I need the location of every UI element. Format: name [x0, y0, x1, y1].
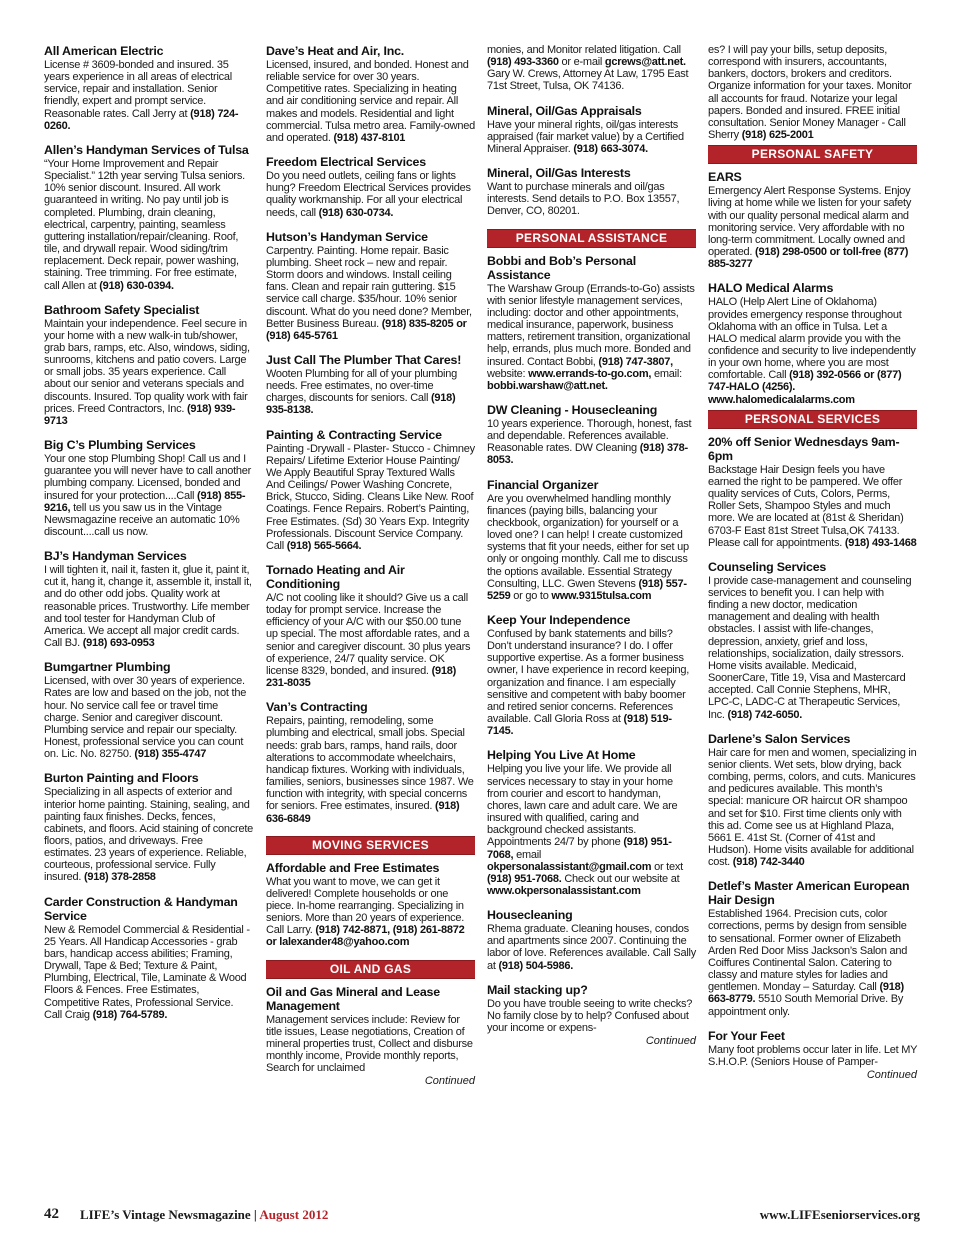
- listing-title: Helping You Live At Home: [487, 748, 636, 763]
- page-footer: [44, 1206, 920, 1226]
- column-2: [266, 44, 475, 1087]
- listing-allens-handyman: [44, 143, 253, 292]
- listing-phone: (918) 951-7068.: [487, 872, 562, 885]
- continued-label: Continued: [645, 1035, 696, 1048]
- listing-phone: (918) 747-3807,: [598, 355, 673, 368]
- listing-website[interactable]: www.okpersonalassistant.com: [487, 884, 641, 897]
- listing-title: Financial Organizer: [487, 477, 599, 492]
- listing-keep-your-independence: [487, 613, 696, 737]
- listing-title: Oil and Gas Mineral and Lease Management: [266, 984, 440, 1013]
- listing-bobbi-and-bob: [487, 254, 696, 392]
- listing-mineral-interests: [487, 166, 696, 217]
- listing-mineral-appraisals: [487, 104, 696, 155]
- listing-mail-stacking-up: [487, 983, 696, 1047]
- listing-phone: (918) 392-0566 or (877) 747-HALO (4256). www.halomedicalalarms.com: [708, 369, 902, 406]
- listing-oil-gas-management-cont: [487, 44, 696, 93]
- page-number: 42: [44, 1206, 59, 1222]
- listing-phone: (918) 231-8035: [266, 664, 456, 690]
- listing-text: Your one stop Plumbing Shop! Call us and I guarantee you will never have to call another plumbing company. Licensed, bonded and insured for your protection....Call: [44, 453, 252, 502]
- website-link[interactable]: www.LIFEseniorservices.org: [759, 1207, 920, 1222]
- section-header-personal-services: PERSONAL SERVICES: [708, 410, 917, 429]
- listing-phone: (918) 663-3074.: [573, 142, 648, 155]
- listing-phone: (918) 625-2001: [741, 129, 814, 142]
- listing-phone: (918) 742-3440: [732, 856, 805, 869]
- listing-title: Mail stacking up?: [487, 982, 588, 997]
- listing-text: License # 3609-bonded and insured. 35 years experience in all areas of electrical service, repair and installation. Senior friendly, expert and prompt service. Reasonable rates. Call Jerry at: [44, 59, 232, 120]
- listing-text: “Your Home Improvement and Repair Specialist.” 12th year serving Tulsa seniors. 10% senior discount. Insured. All work guaranteed in writing. No pay until job is completed. Plumbing, drain cleaning, electrical, carpentry, painting, seamless guttering installation/repair/cleaning. Roof, tile, and drywall repair. Wood siding/trim replacement. Deck repair, power washing, staining. Tree trimming. For free estimate, call Allen at: [44, 157, 245, 292]
- listing-text: es? I will pay your bills, setup deposits, correspond with insurers, accountants, bankers, doctors, brokers and creditors. Organize information for your taxes. Monitor all accounts for fraud. Notarize your legal papers. Bonded and insured. FREE initial consultation. Senior Money Manager - Call Sherry: [708, 44, 912, 142]
- listing-email[interactable]: bobbi.warshaw@att.net.: [487, 379, 608, 392]
- magazine-title: [80, 1207, 328, 1223]
- listing-text: Established 1964. Precision cuts, color corrections, perms by design from sensible to sensational. Former owner of Elizabeth Arden Red Door Miss Jackson’s Salon and Coiffures Continental Salon. Catering to classy and mature styles for ladies and gentlemen. Monday – Saturday. Call: [708, 908, 908, 994]
- listing-title: Van’s Contracting: [266, 700, 368, 715]
- listing-phone: (918) 565-5664.: [286, 539, 362, 552]
- listing-text: HALO (Help Alert Line of Oklahoma) provides emergency response throughout Oklahoma with an office in Tulsa. Let a HALO medical alarm provide you with the confidence and security to live independently in your own home, where you are most comfortable. Call: [708, 296, 916, 382]
- listing-title: Tornado Heating and Air Conditioning: [266, 563, 405, 591]
- listing-text: Licensed, insured, and bonded. Honest and reliable service for over 30 years. Competitive rates. Specializing in heating and air conditioning service and repair. All makes and models. Residential and light commercial. Tulsa metro area. Family-owned and operated.: [266, 59, 475, 144]
- listing-phone: (918) 355-4747: [134, 748, 207, 761]
- listing-phone: (918) 504-5986.: [498, 959, 574, 972]
- listing-darlenes-salon: [708, 732, 917, 869]
- magazine-name: LIFE’s Vintage Newsmagazine |: [80, 1207, 260, 1222]
- listing-text: Have your mineral rights, oil/gas interests appraised (fair market value) by a Certified Mineral Appraiser.: [487, 118, 684, 155]
- listing-painting-contracting: [266, 428, 475, 552]
- column-4: [708, 44, 917, 1081]
- listing-phone: (918) 557-5259: [487, 577, 687, 602]
- section-header-personal-safety: PERSONAL SAFETY: [708, 145, 917, 164]
- listing-phone: (918) 298-0500 or toll-free (877) 885-3277: [708, 246, 909, 271]
- section-header-moving-services: MOVING SERVICES: [266, 836, 475, 855]
- listing-for-your-feet: [708, 1029, 917, 1081]
- listing-big-cs-plumbing: [44, 438, 253, 538]
- listing-freedom-electrical: [266, 155, 475, 219]
- listing-text: Specializing in all aspects of exterior and interior home painting. Staining, sealing, and painting faux finishes. Decks, fences, cabinets, and floors. Acid staining of concrete floors, patios, and driveways. Free estimates. 23 years of experience. Reliable, courteous, professional service. Fully insured.: [44, 786, 253, 884]
- listing-title: Hutson’s Handyman Service: [266, 229, 428, 244]
- listing-phone: (918) 835-8205 or (918) 645-5761: [266, 317, 467, 342]
- listing-text: Hair care for men and women, specializing in senior clients. Wet sets, blow drying, back combing, perms, colors, and cuts. Manicures and pedicures available. This month’s special: manicure OR haircut OR shampoo and set for $10. First time clients only with this ad. Come see us at Highland Plaza, 5661 E. 41st St. (Corner of 41st and Hudson). Home visits available for additional cost.: [708, 746, 917, 869]
- listing-text: or e-mail: [561, 56, 603, 69]
- listing-ears: [708, 170, 917, 270]
- listing-title: For Your Feet: [708, 1028, 785, 1043]
- listing-phone: (918) 378-2858: [83, 871, 156, 884]
- listing-backstage-hair-design: [708, 435, 917, 549]
- listing-text: email:: [654, 367, 682, 380]
- listing-phone: (918) 724-0260.: [44, 107, 239, 132]
- listing-text: Repairs, painting, remodeling, some plumbing and electrical, small jobs. Special needs: grab bars, ramps, hand rails, door alterations to accommodate wheelchairs, handicap fixtures. Working with individuals, families, seniors, businesses since 1987. We function with integrity, with special concerns for seniors. Free estimates, insured.: [266, 715, 474, 813]
- listing-title: DW Cleaning - Housecleaning: [487, 402, 658, 417]
- listing-detlefs-hair-design: [708, 879, 917, 1017]
- listing-phone: (918) 636-6849: [266, 800, 460, 825]
- listing-housecleaning: [487, 908, 696, 972]
- listing-wooten-plumbing: [266, 353, 475, 417]
- listing-text: Are you overwhelmed handling monthly finances (paying bills, balancing your checkbook, organization) for yourself or a loved one? I can help! I create customized systems that fit your needs, either for set up only or ongoing monthly. Call me to discuss the options available. Essential Strategy Consulting, LLC. Gwen Stevens: [487, 492, 689, 590]
- listing-text: Carpentry. Painting. Home repair. Basic plumbing. Sheet rock – new and repair. Storm doors and windows. Install ceiling fans. Clean and repair rain guttering. $15 service call charge. $35/hour. 10% senior discount. What do you need done? Member, Better Business Bureau.: [266, 244, 472, 330]
- listing-bathroom-safety: [44, 303, 253, 427]
- listing-phone: (918) 855-9216,: [44, 489, 246, 514]
- listing-text: tell us you saw us in the Vintage Newsmagazine receive an automatic 10% discount....call us now.: [44, 501, 240, 538]
- listing-title: All American Electric: [44, 44, 164, 58]
- section-header-personal-assistance: PERSONAL ASSISTANCE: [487, 229, 696, 248]
- continued-label: Continued: [424, 1075, 475, 1088]
- listing-text: I provide case-management and counseling services to benefit you. I can help with finding a new doctor, medication management and dealing with health obstacles. I assist with life-changes, depression, anxiety, grief and loss, relationships, socialization, daily stressors. Home visits available. Medicaid, SoonerCare, Title 19, Visa and Mastercard accepted. Call Connie Stephens, MHR, LPC-C, LADC-C at Therapeutic Services, Inc.: [708, 574, 912, 721]
- listing-title: Bumgartner Plumbing: [44, 660, 171, 675]
- listing-burton-painting: [44, 771, 253, 883]
- listing-text: Emergency Alert Response Systems. Enjoy living at home while we listen for your safety with our quality personal medical alarm and monitoring service. Very affordable with no long-term commitment. Locally owned and operated.: [708, 185, 912, 259]
- listing-title: Burton Painting and Floors: [44, 771, 199, 786]
- listing-phone: (918) 519-7145.: [487, 713, 672, 738]
- listing-phone: (918) 437-8101: [333, 131, 406, 144]
- listing-text: Painting -Drywall - Plaster- Stucco - Chimney Repairs/ Lifetime Exterior House Painting/ We Apply Beautiful Spray Textured Walls And Ceilings/ Power Washing Concrete, Brick, Stucco, Siding. Cleans Like New. Roof Coatings. Fence Repairs. Robert’s Painting, Free Estimates. (Sd) 30 Years Exp. Integrity Professionals. Discount Service Company. Call: [266, 442, 475, 552]
- listing-text: monies, and Monitor related litigation. Call: [487, 44, 681, 56]
- column-3: [487, 44, 696, 1047]
- listing-tornado-heating: [266, 563, 475, 689]
- listing-oil-gas-management: [266, 985, 475, 1088]
- listing-phone: (918) 693-0953: [82, 637, 155, 650]
- directory-page: [44, 44, 920, 1194]
- continued-label: Continued: [866, 1069, 917, 1081]
- listing-phone: (918) 663-8779.: [708, 981, 904, 1006]
- listing-phone: (918) 951-7068,: [487, 836, 672, 861]
- listing-text: Want to purchase minerals and oil/gas interests. Send details to P.O. Box 13557, Denver, CO, 80201.: [487, 181, 680, 218]
- listing-text: or go to: [513, 589, 549, 602]
- listing-phone: (918) 742-6050.: [727, 708, 803, 721]
- listing-bumgartner-plumbing: [44, 660, 253, 760]
- listing-text: website:: [487, 367, 526, 380]
- listing-text: email: [516, 848, 542, 861]
- listing-financial-organizer: [487, 478, 696, 602]
- listing-text: Wooten Plumbing for all of your plumbing needs. Free estimates, no over-time charges, discounts for seniors. Call: [266, 367, 457, 405]
- listing-text: or text: [654, 860, 683, 873]
- listing-text: What you want to move, we can get it delivered! Complete households or one piece. In-home rearranging. Specializing in seniors. More than 20 years of experience. Call Larry.: [266, 875, 465, 937]
- listing-phone: (918) 764-5789.: [92, 1008, 168, 1021]
- listing-title: Freedom Electrical Services: [266, 155, 426, 170]
- listing-title: EARS: [708, 170, 742, 185]
- listing-daves-heat-air: [266, 44, 475, 144]
- listing-vans-contracting: [266, 700, 475, 824]
- listing-title: Counseling Services: [708, 559, 827, 574]
- listing-phone: (918) 742-8871, (918) 261-8872 or lalexander48@yahoo.com: [266, 924, 465, 949]
- listing-text: New & Remodel Commercial & Residential - 25 Years. All Handicap Accessories - grab bars, handicap access abilities; Framing, Drywall, Tape & Bed; Texture & Paint, Plumbing, Electrical, Tile, Laminate & Wood Floors & Fences. Free Estimates, Competitive Rates, Professional Service. Call Craig: [44, 923, 250, 1021]
- listing-title: Just Call The Plumber That Cares!: [266, 352, 462, 367]
- listing-mail-stacking-up-cont: [708, 44, 917, 141]
- listing-halo-medical-alarms: [708, 281, 917, 405]
- listing-title: Bobbi and Bob’s Personal Assistance: [487, 253, 636, 282]
- listing-title: BJ’s Handyman Services: [44, 549, 187, 564]
- listing-text: I will tighten it, nail it, fasten it, glue it, paint it, cut it, hang it, change it, assemble it, install it, and do other odd jobs. Quality work at reasonable prices. Trustworthy. Life member and tool tester for Handyman Club of America. We accept all major credit cards. Call BJ.: [44, 564, 252, 650]
- listing-text: A/C not cooling like it should? Give us a call today for prompt service. Increase the efficiency of your A/C with our $50.00 tune up special. The most affordable rates, and a senior and caregiver discount. 30 plus years of experience, 24/7 quality service. OK license 8329, bonded, and insured.: [266, 592, 471, 677]
- section-header-oil-and-gas: OIL AND GAS: [266, 960, 475, 979]
- listing-title: Big C’s Plumbing Services: [44, 438, 196, 453]
- listing-text: Do you have trouble seeing to write checks? No family close by to help? Confused about your income or expens-: [487, 997, 693, 1035]
- listing-hutsons-handyman: [266, 230, 475, 342]
- listing-counseling-services: [708, 560, 917, 721]
- listing-title: Dave’s Heat and Air, Inc.: [266, 44, 405, 58]
- listing-text: Do you need outlets, ceiling fans or lights hung? Freedom Electrical Services provides quality workmanship. For all your electrical needs, call: [266, 170, 471, 219]
- listing-dw-cleaning: [487, 403, 696, 467]
- listing-title: Detlef’s Master American European Hair Design: [708, 879, 910, 908]
- listing-title: Bathroom Safety Specialist: [44, 302, 200, 317]
- listing-all-american-electric: [44, 44, 253, 132]
- listing-text: The Warshaw Group (Errands-to-Go) assists with senior lifestyle management services, including: doctor and other appointments, medical insurance, paperwork, business matters, retirement transition, organizational help, errands, plus much more. Bonded and insured. Contact Bobbi,: [487, 282, 695, 368]
- listing-phone: (918) 939-9713: [44, 402, 236, 427]
- listing-text: Many foot problems occur later in life. Let MY S.H.O.P. (Seniors House of Pamper-: [708, 1043, 918, 1068]
- listing-text: 5510 South Memorial Drive. By appointment only.: [708, 993, 904, 1018]
- issue-date: August 2012: [259, 1207, 329, 1222]
- listing-title: Allen’s Handyman Services of Tulsa: [44, 142, 249, 157]
- listing-phone: (918) 935-8138.: [266, 392, 456, 417]
- listing-website[interactable]: www.9315tulsa.com: [551, 589, 652, 602]
- listing-phone: (918) 630-0734.: [318, 206, 394, 219]
- listing-title: Affordable and Free Estimates: [266, 860, 440, 875]
- listing-title: Carder Construction & Handyman Service: [44, 894, 238, 923]
- listing-phone: (918) 493-1468: [844, 536, 917, 549]
- listing-helping-you-live-at-home: [487, 748, 696, 897]
- listing-title: Mineral, Oil/Gas Interests: [487, 166, 631, 181]
- listing-title: Keep Your Independence: [487, 613, 631, 627]
- listing-bjs-handyman: [44, 549, 253, 649]
- listing-title: Mineral, Oil/Gas Appraisals: [487, 103, 642, 118]
- listing-text: Backstage Hair Design feels you have earned the right to be pampered. We offer quality services of Cuts, Colors, Perms, Roller Sets, Shampoo Styles and much more. We are located at (81st & Sheridan) 6703-F East 81st Street Tulsa,OK 74133. Please call for appointments.: [708, 463, 904, 549]
- column-1: [44, 44, 253, 1032]
- listing-website[interactable]: www.errands-to-go.com,: [528, 367, 652, 380]
- listing-title: 20% off Senior Wednesdays 9am-6pm: [708, 434, 900, 463]
- listing-carder-construction: [44, 895, 253, 1021]
- listing-text: Maintain your independence. Feel secure in your home with a new walk-in tub/shower, grab bars, ramps, etc. Also, windows, siding, sunrooms, kitchens and patio covers. Large or small jobs. 35 years experience. Call about our senior and veterans specials and discounts. Insured. Top quality work with fair prices. Freed Contractors, Inc.: [44, 317, 250, 415]
- listing-affordable-moving: [266, 861, 475, 949]
- listing-title: Darlene’s Salon Services: [708, 731, 851, 746]
- listing-title: Painting & Contracting Service: [266, 427, 442, 442]
- listing-title: Housecleaning: [487, 908, 573, 923]
- listing-email[interactable]: okpersonalassistant@gmail.com: [487, 860, 652, 873]
- listing-text: Management services include: Review for title issues, Lease negotiations, Creation of mineral properties trust, Collect and disburse monthly income, Provide monthly reports, Search for unclaimed: [266, 1013, 473, 1075]
- listing-title: HALO Medical Alarms: [708, 281, 834, 296]
- listing-text: Confused by bank statements and bills? Don’t understand insurance? I do. I offer supportive expertise. As a former business owner, I have experience in record keeping, organization and finance. I am especially sensitive and competent with baby boomer and retired senior concerns. References available. Call Gloria Ross at: [487, 628, 690, 726]
- listing-text: Gary W. Crews, Attorney At Law, 1795 East 71st Street, Tulsa, OK 74136.: [487, 68, 689, 93]
- listing-phone: (918) 493-3360: [487, 56, 559, 69]
- listing-text: Helping you live your life. We provide all services necessary to stay in your home from courier and escort to handyman, chores, lawn care and adult care. We are insured with qualified, caring and background checked assistants. Appointments 24/7 by phone: [487, 763, 678, 849]
- listing-phone: (918) 378-8053.: [487, 442, 688, 467]
- listing-phone: (918) 630-0394.: [99, 279, 174, 292]
- listing-text: 10 years experience. Thorough, honest, fast and dependable. References available. Reasonable rates. DW Cleaning: [487, 417, 692, 455]
- listing-email[interactable]: gcrews@att.net.: [604, 56, 686, 69]
- listing-text: Check out our website at: [564, 872, 680, 885]
- listing-text: Rhema graduate. Cleaning houses, condos and apartments since 2007. Continuing the labor of love. References available. Call Sally at: [487, 923, 696, 972]
- listing-text: Licensed, with over 30 years of experience. Rates are low and based on the job, not the hour. No service call fee or travel time charge. Senior and caregiver discount. Plumbing service and repair our specialty. Honest, professional service you can count on. Lic. No. 82750.: [44, 675, 247, 761]
